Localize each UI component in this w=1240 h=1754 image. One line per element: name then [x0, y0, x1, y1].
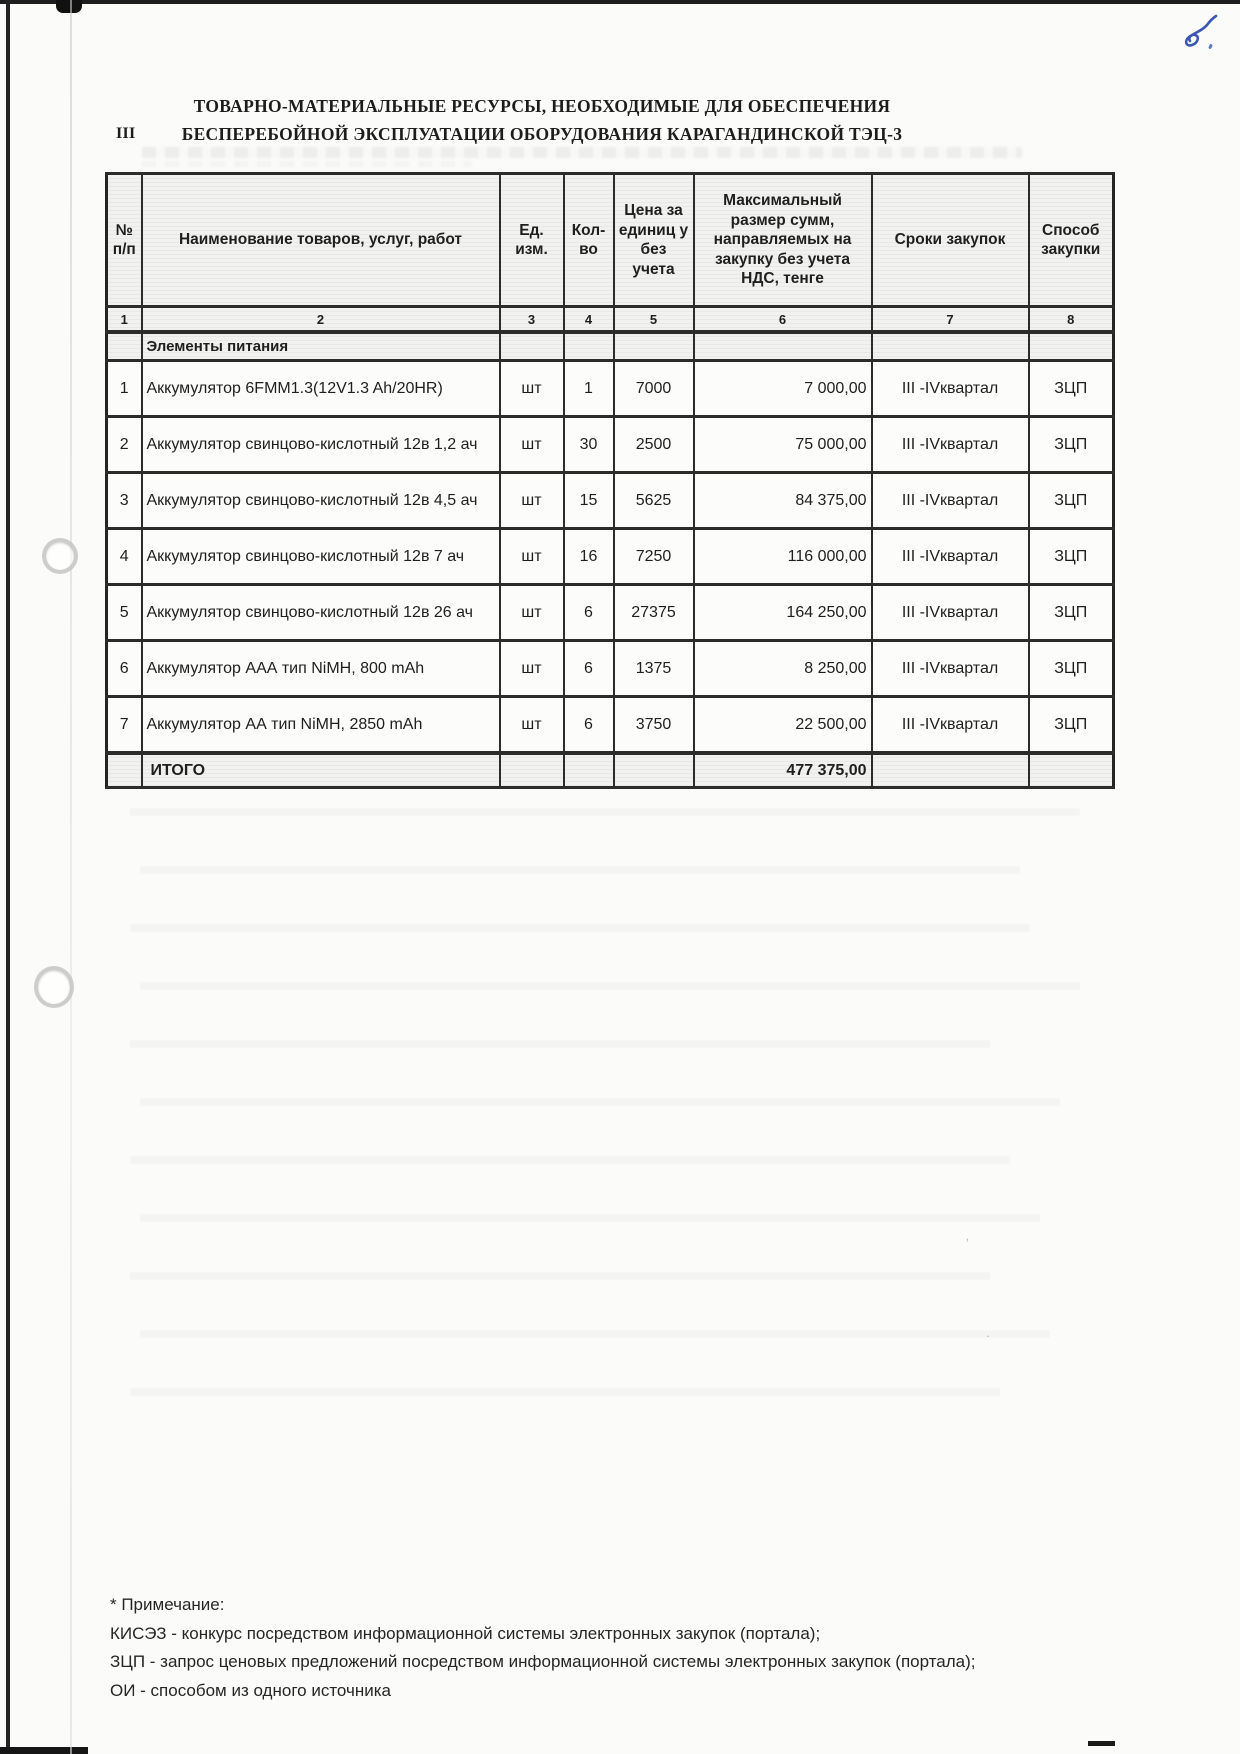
item-qty: 1 — [564, 361, 614, 417]
scan-streak — [130, 1272, 990, 1280]
row-number: 4 — [107, 529, 142, 585]
handwritten-page-number — [1180, 13, 1220, 56]
empty-cell — [1029, 753, 1114, 788]
ghost-text-artifact — [142, 161, 472, 167]
item-sum: 116 000,00 — [694, 529, 872, 585]
item-sum: 7 000,00 — [694, 361, 872, 417]
section-label: Элементы питания — [142, 332, 500, 361]
hole-punch — [42, 538, 78, 574]
scan-corner-mark — [56, 0, 82, 13]
table-row — [107, 585, 1114, 641]
hole-punch — [34, 966, 74, 1008]
empty-cell — [614, 753, 694, 788]
item-method: ЗЦП — [1029, 697, 1114, 754]
item-unit: шт — [500, 473, 564, 529]
footnotes — [110, 1591, 976, 1705]
item-name: Аккумулятор ААА тип NiMH, 800 mAh — [142, 641, 500, 697]
empty-cell — [500, 332, 564, 361]
table-header-row — [107, 174, 1114, 307]
item-unit: шт — [500, 641, 564, 697]
empty-cell — [872, 753, 1029, 788]
header-method: Способ закупки — [1029, 174, 1114, 307]
col-number: 3 — [500, 307, 564, 333]
scan-edge-top — [0, 0, 1240, 4]
item-unit: шт — [500, 585, 564, 641]
item-qty: 6 — [564, 697, 614, 754]
item-method: ЗЦП — [1029, 417, 1114, 473]
pen-stroke-icon — [1180, 13, 1220, 51]
header-period: Сроки закупок — [872, 174, 1029, 307]
item-qty: 16 — [564, 529, 614, 585]
table-row — [107, 641, 1114, 697]
item-period: III -IVквартал — [872, 473, 1029, 529]
procurement-table — [105, 172, 1115, 789]
item-qty: 6 — [564, 641, 614, 697]
scan-streak — [130, 1388, 1000, 1396]
col-number: 4 — [564, 307, 614, 333]
total-sum: 477 375,00 — [694, 753, 872, 788]
col-number: 8 — [1029, 307, 1114, 333]
item-price: 7250 — [614, 529, 694, 585]
header-unit: Ед. изм. — [500, 174, 564, 307]
column-number-row — [107, 307, 1114, 333]
title-roman-numeral: III — [116, 125, 136, 142]
scan-edge-bottom-left — [0, 1747, 88, 1754]
item-sum: 164 250,00 — [694, 585, 872, 641]
row-number: 5 — [107, 585, 142, 641]
total-label: ИТОГО — [142, 753, 500, 788]
item-qty: 15 — [564, 473, 614, 529]
ghost-text-artifact — [142, 147, 1022, 158]
item-qty: 6 — [564, 585, 614, 641]
header-name: Наименование товаров, услуг, работ — [142, 174, 500, 307]
row-number: 3 — [107, 473, 142, 529]
paper-fold-line — [70, 0, 72, 1754]
col-number: 7 — [872, 307, 1029, 333]
scan-streak — [130, 808, 1080, 816]
empty-cell — [500, 753, 564, 788]
title-line-2: БЕСПЕРЕБОЙНОЙ ЭКСПЛУАТАЦИИ ОБОРУДОВАНИЯ КАРАГАНДИНСКОЙ ТЭЦ-3 — [181, 124, 903, 144]
empty-cell — [614, 332, 694, 361]
table-row — [107, 473, 1114, 529]
scan-streak — [130, 1040, 990, 1048]
table-row — [107, 697, 1114, 754]
item-method: ЗЦП — [1029, 585, 1114, 641]
scan-edge-left — [6, 0, 10, 1754]
scan-streak — [140, 866, 1020, 874]
total-row — [107, 753, 1114, 788]
header-num: № п/п — [107, 174, 142, 307]
table-row — [107, 417, 1114, 473]
item-unit: шт — [500, 697, 564, 754]
item-period: III -IVквартал — [872, 697, 1029, 754]
item-sum: 8 250,00 — [694, 641, 872, 697]
item-method: ЗЦП — [1029, 529, 1114, 585]
scan-speck: · — [986, 1328, 991, 1343]
item-price: 27375 — [614, 585, 694, 641]
col-number: 6 — [694, 307, 872, 333]
header-max-sum: Максимальный размер сумм, направляемых на закупку без учета НДС, тенге — [694, 174, 872, 307]
item-method: ЗЦП — [1029, 361, 1114, 417]
row-number: 6 — [107, 641, 142, 697]
item-period: III -IVквартал — [872, 417, 1029, 473]
item-sum: 75 000,00 — [694, 417, 872, 473]
item-name: Аккумулятор свинцово-кислотный 12в 26 ач — [142, 585, 500, 641]
note-line: КИСЭЗ - конкурс посредством информационной системы электронных закупок (портала); — [110, 1623, 821, 1643]
item-sum: 22 500,00 — [694, 697, 872, 754]
empty-cell — [107, 753, 142, 788]
col-number: 5 — [614, 307, 694, 333]
item-method: ЗЦП — [1029, 641, 1114, 697]
empty-cell — [694, 332, 872, 361]
title-line-1: ТОВАРНО-МАТЕРИАЛЬНЫЕ РЕСУРСЫ, НЕОБХОДИМЫЕ ДЛЯ ОБЕСПЕЧЕНИЯ — [193, 96, 891, 116]
item-name: Аккумулятор свинцово-кислотный 12в 4,5 ач — [142, 473, 500, 529]
scan-edge-bottom-dash — [1088, 1741, 1115, 1746]
item-name: Аккумулятор свинцово-кислотный 12в 1,2 ач — [142, 417, 500, 473]
empty-cell — [564, 332, 614, 361]
item-period: III -IVквартал — [872, 641, 1029, 697]
item-period: III -IVквартал — [872, 585, 1029, 641]
empty-cell — [1029, 332, 1114, 361]
item-unit: шт — [500, 529, 564, 585]
item-unit: шт — [500, 417, 564, 473]
row-number: 1 — [107, 361, 142, 417]
item-period: III -IVквартал — [872, 529, 1029, 585]
empty-cell — [107, 332, 142, 361]
section-row — [107, 332, 1114, 361]
col-number: 1 — [107, 307, 142, 333]
item-price: 3750 — [614, 697, 694, 754]
scan-speck: ʼ — [966, 1236, 969, 1251]
row-number: 7 — [107, 697, 142, 754]
item-price: 7000 — [614, 361, 694, 417]
table-row — [107, 361, 1114, 417]
item-name: Аккумулятор 6FMM1.3(12V1.3 Ah/20HR) — [142, 361, 500, 417]
item-method: ЗЦП — [1029, 473, 1114, 529]
empty-cell — [872, 332, 1029, 361]
item-unit: шт — [500, 361, 564, 417]
scan-streak — [130, 924, 1030, 932]
col-number: 2 — [142, 307, 500, 333]
note-header: * Примечание: — [110, 1595, 225, 1614]
scan-streak — [140, 982, 1080, 990]
scan-streak — [140, 1098, 1060, 1106]
table-row — [107, 529, 1114, 585]
empty-cell — [564, 753, 614, 788]
item-price: 2500 — [614, 417, 694, 473]
item-name: Аккумулятор АА тип NiMH, 2850 mAh — [142, 697, 500, 754]
item-price: 5625 — [614, 473, 694, 529]
row-number: 2 — [107, 417, 142, 473]
item-period: III -IVквартал — [872, 361, 1029, 417]
item-price: 1375 — [614, 641, 694, 697]
scan-streak — [140, 1330, 1050, 1338]
note-line: ЗЦП - запрос ценовых предложений посредством информационной системы электронных закупок (портала); — [110, 1652, 976, 1671]
scan-streak — [140, 1214, 1040, 1222]
item-name: Аккумулятор свинцово-кислотный 12в 7 ач — [142, 529, 500, 585]
document-title — [92, 92, 992, 148]
item-qty: 30 — [564, 417, 614, 473]
header-price: Цена за единиц у без учета — [614, 174, 694, 307]
item-sum: 84 375,00 — [694, 473, 872, 529]
note-line: ОИ - способом из одного источника — [110, 1680, 391, 1700]
scan-streak — [130, 1156, 1010, 1164]
header-qty: Кол-во — [564, 174, 614, 307]
